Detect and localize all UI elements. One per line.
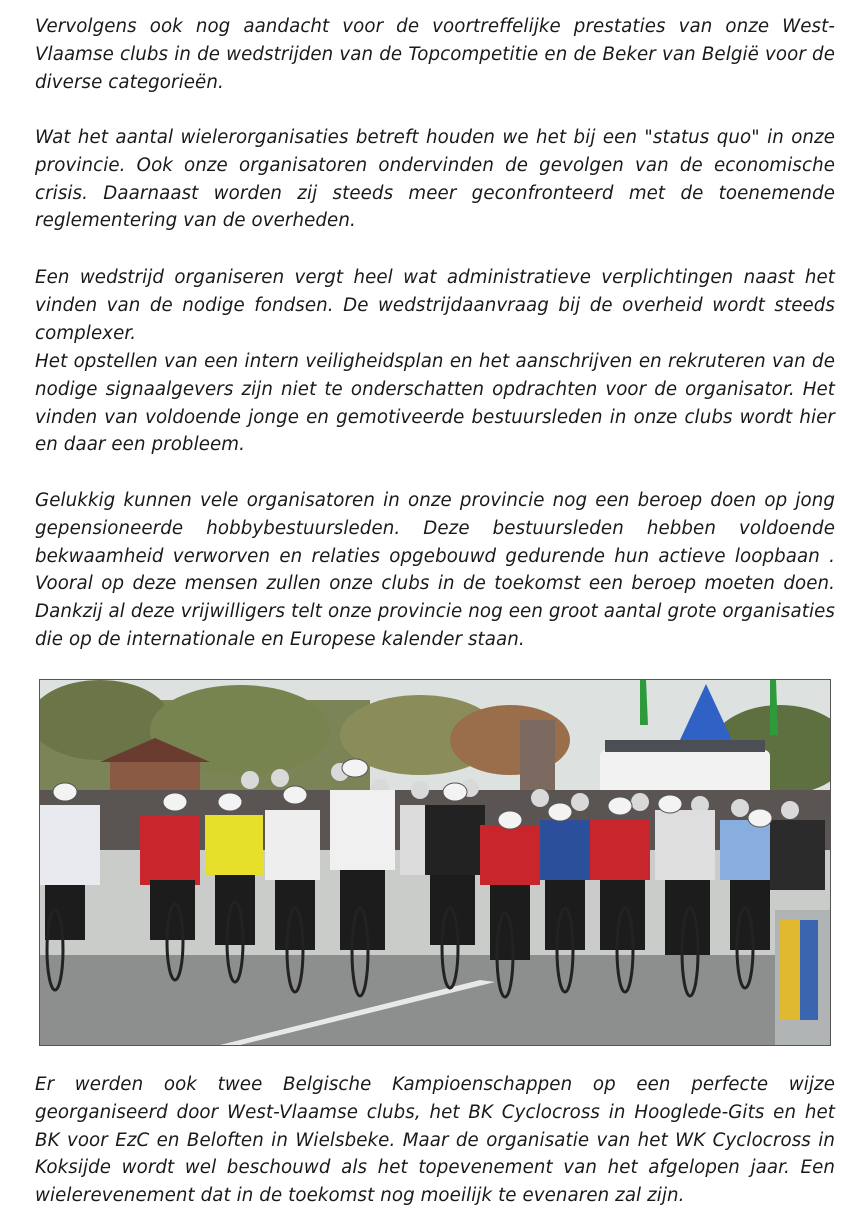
paragraph-3: Een wedstrijd organiseren vergt heel wat administratieve verplichtingen naast het vinden van de nodige fondsen. De wedstrijdaanvraag bij de overheid wordt steeds complexer. [35, 267, 835, 344]
cycling-race-photo [39, 679, 831, 1046]
paragraph-4: Het opstellen van een intern veiligheidsplan en het aanschrijven en rekruteren van de nodige signaalgevers zijn niet te onderschatten opdrachten voor de organisator. Het vinden van voldoende jonge en gemotiveerde bestuursleden in onze clubs wordt hier en daar een probleem. [35, 351, 835, 456]
tower [520, 720, 555, 800]
paragraph-5: Gelukkig kunnen vele organisatoren in onze provincie nog een beroep doen op jong gepensioneerde hobbybestuursleden. Deze bestuursleden hebben voldoende bekwaamheid verworven en relaties opgebouwd gedurende hun actieve loopbaan . Vooral op deze mensen zullen onze clubs in de toekomst een beroep moeten doen. Dankzij al deze vrijwilligers telt onze provincie nog een groot aantal grote organisaties die op de internationale en Europese kalender staan. [35, 490, 835, 650]
paragraph-2: Wat het aantal wielerorganisaties betreft houden we het bij een "status quo" in onze provincie. Ook onze organisatoren ondervinden de gevolgen van de economische crisis. Daarnaast worden zij steeds meer geconfronteerd met de toenemende reglementering van de overheden. [35, 127, 835, 232]
cycling-race-illustration [40, 680, 830, 1045]
road [40, 955, 830, 1045]
paragraph-1: Vervolgens ook nog aandacht voor de voortreffelijke prestaties van onze West-Vlaamse clubs in de wedstrijden van de Topcompetitie en de Beker van België voor de diverse categorieën. [35, 16, 835, 93]
paragraph-6: Er werden ook twee Belgische Kampioenschappen op een perfecte wijze georganiseerd door West-Vlaamse clubs, het BK Cyclocross in Hooglede-Gits en het BK voor EzC en Beloften in Wielsbeke. Maar de organisatie van het WK Cyclocross in Koksijde wordt wel beschouwd als het topevenement van het afgelopen jaar. Een wielerevenement dat in de toekomst nog moeilijk te evenaren zal zijn. [35, 1074, 835, 1207]
